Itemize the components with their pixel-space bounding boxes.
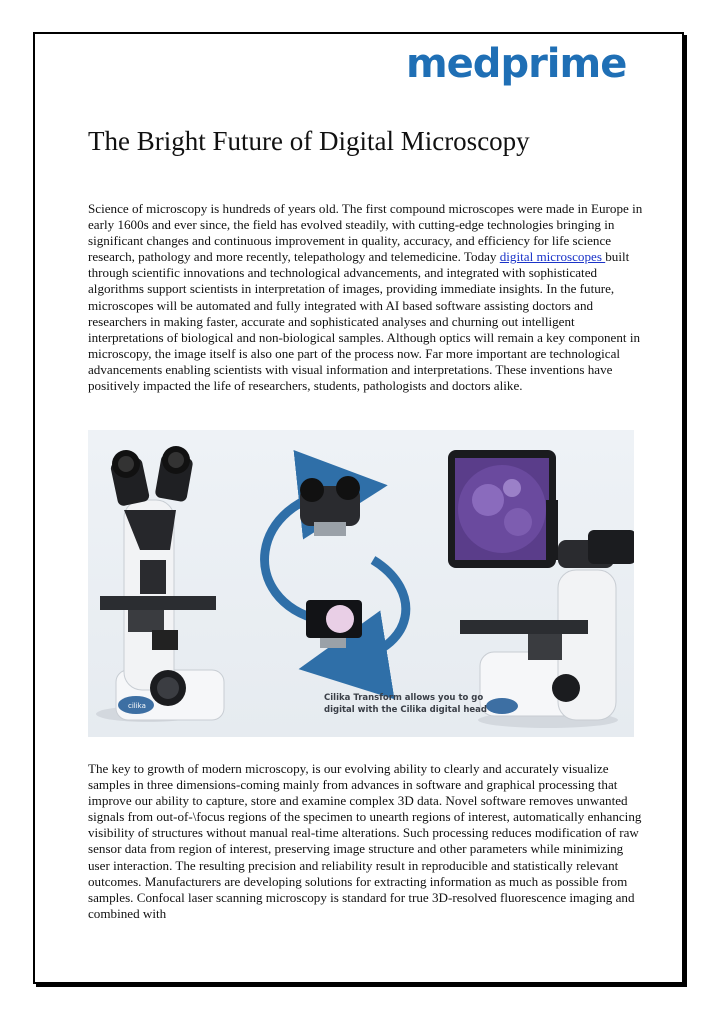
left-microscope xyxy=(96,446,224,722)
intro-text-before-link: Science of microscopy is hundreds of years old. The first compound microscopes were made in Europe in early 1600s and ever since, the field has evolved steadily, with cutting-edge technologies bringing in significant changes and continuous improvement in quality, accuracy, and efficiency for life science research, pathology and more recently, telepathology and telemedicine. Today xyxy=(88,201,643,265)
medprime-logo[interactable]: medprime xyxy=(406,41,627,87)
intro-text-after-link: built through scientific innovations and technological advancements, and integrated with sophisticated algorithms support scientists in interpretation of images, providing immediate insights. In the future, microscopes will be automated and fully integrated with AI based software assisting doctors and researchers in making faster, accurate and sophisticated analyses and churning out intelligent interpretations of biological and non-biological samples. Although optics will remain a key component in microscopy, the image itself is also one part of the process now. Far more important are technological advancements enabling scientists with visual information and interpretations. These inventions have positively impacted the life of researchers, students, pathologists and doctors alike. xyxy=(88,249,641,394)
left-badge-text: cilika xyxy=(128,702,146,710)
microscope-figure xyxy=(88,430,634,737)
digital-head xyxy=(306,600,362,648)
digital-microscopes-link[interactable]: digital microscopes xyxy=(499,249,606,265)
microscope-illustration xyxy=(88,430,634,737)
eyepiece-head xyxy=(300,476,360,536)
figure-caption: Cilika Transform allows you to go digital with the Cilika digital head xyxy=(324,693,487,715)
body-paragraph-2: The key to growth of modern microscopy, is our evolving ability to clearly and accurately visualize samples in three dimensions-coming mainly from advances in software and graphical processing that improve our ability to capture, store and examine complex 3D data. Novel software removes unwanted signals from out-of-\focus regions of the specimen to unearth regions of interest, automatically enhancing visibility of structures without manual real-time alterations. Such processing reduces modification of raw sensor data from region of interest, preserving image structure and other parameters while minimizing user interaction. The resulting precision and reliability result in reproducible and statistically relevant outcomes. Manufacturers are developing solutions for extracting information as much as possible from samples. Confocal laser scanning microscopy is standard for true 3D-resolved fluorescence imaging and combined with xyxy=(88,761,642,921)
intro-paragraph xyxy=(88,201,648,394)
right-microscope xyxy=(448,450,634,728)
page-title: The Bright Future of Digital Microscopy xyxy=(88,126,530,156)
